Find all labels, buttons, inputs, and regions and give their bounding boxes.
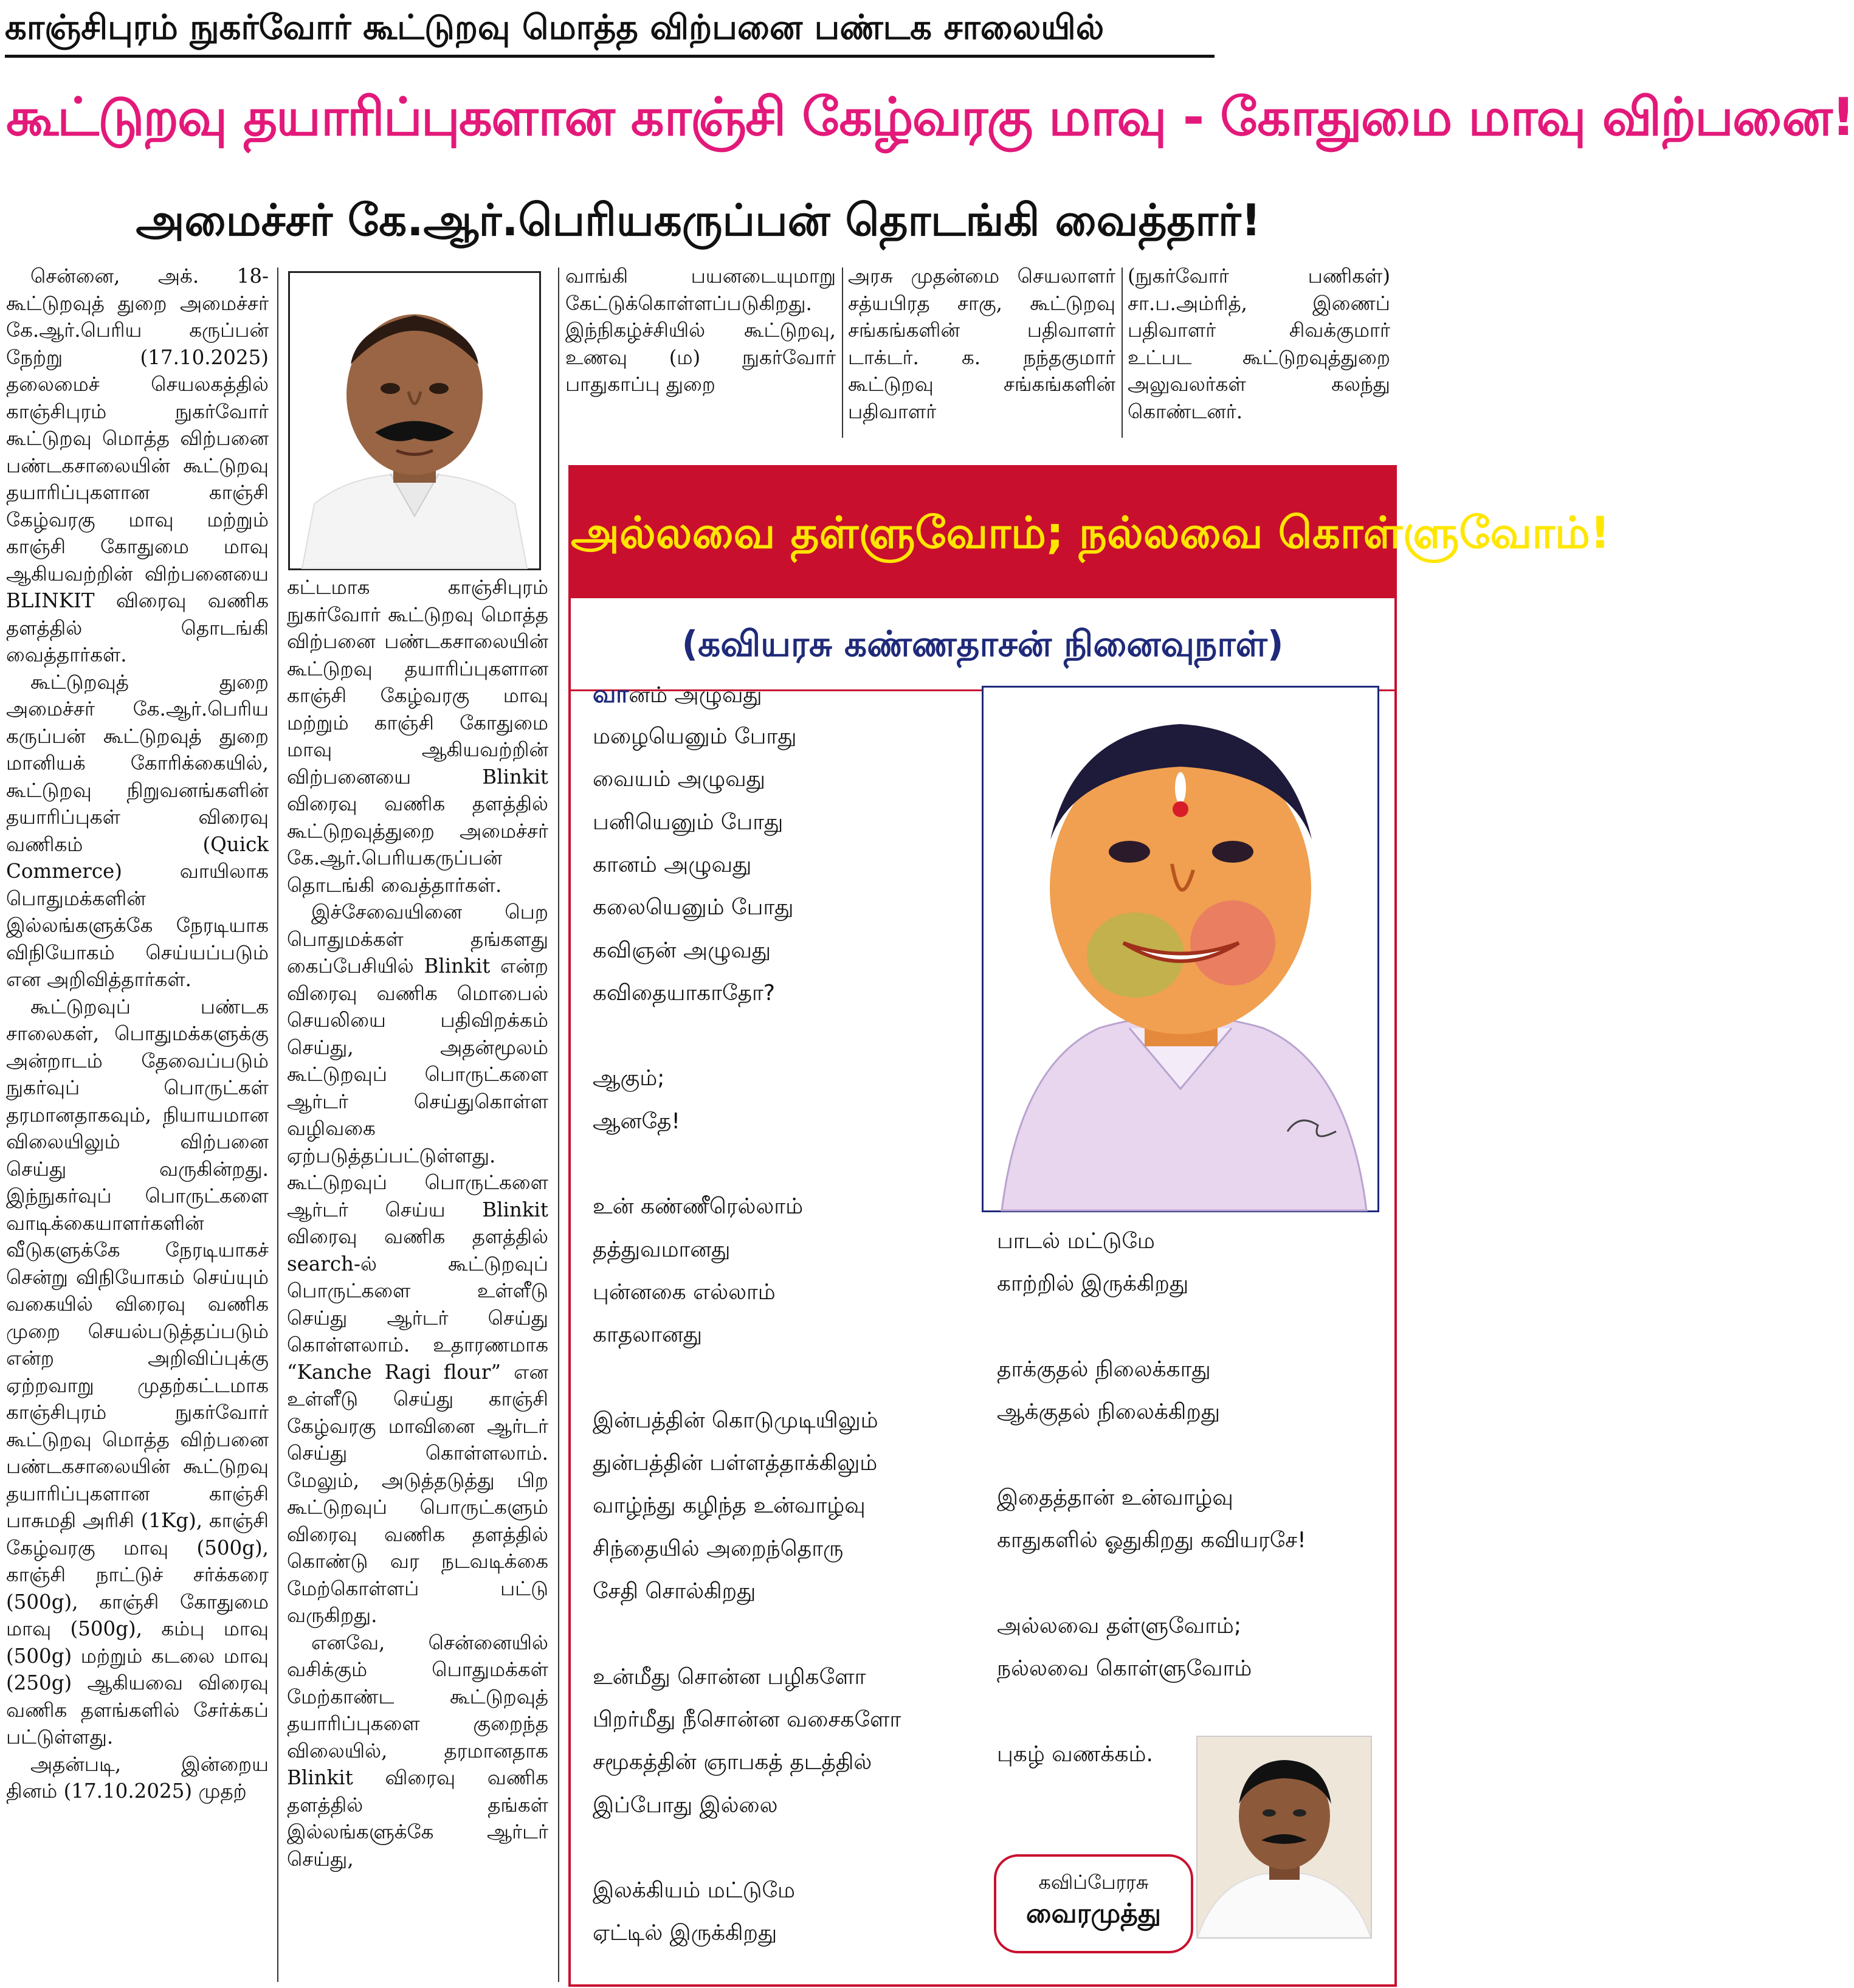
poem-line: பனியெனும் போது — [593, 809, 784, 835]
article-column-3 — [565, 263, 836, 445]
poem-line: வாழ்ந்து கழிந்த உன்வாழ்வு — [593, 1493, 866, 1519]
poem-line: பாடல் மட்டுமே — [997, 1229, 1155, 1254]
poem-line: தாக்குதல் நிலைக்காது — [997, 1356, 1211, 1382]
poem-line: ஆகும்; — [593, 1066, 665, 1091]
poem-line: பிறர்மீது நீசொன்ன வசைகளோ — [593, 1707, 901, 1732]
article-column-1 — [6, 263, 269, 1983]
poem-line: கவிஞன் அழுவது — [593, 937, 771, 963]
article-column-5 — [1128, 263, 1390, 445]
poem-line: வையம் அழுவது — [593, 767, 765, 792]
signature-badge — [994, 1854, 1193, 1953]
poem-line: கவிதையாகாதோ? — [593, 980, 775, 1006]
poem-line: இன்பத்தின் கொடுமுடியிலும் — [593, 1407, 878, 1433]
signature-title: கவிப்பேரரசு — [1038, 1871, 1149, 1894]
article-column-4 — [848, 263, 1115, 445]
article-paragraph: அரசு முதன்மை செயலாளர் சத்யபிரத சாகு, கூட்டுறவு சங்கங்களின் பதிவாளர் டாக்டர். க. நந்தகுமார் கூட்டுறவு சங்கங்களின் பதிவாளர் — [848, 264, 1115, 423]
poem-subtitle: (கவியரசு கண்ணதாசன் நினைவுநாள்) — [571, 598, 1394, 691]
article-paragraph: கட்டமாக காஞ்சிபுரம் நுகர்வோர் கூட்டுறவு மொத்த விற்பனை பண்டகசாலையின் கூட்டுறவு தயாரிப்புகளான காஞ்சி கேழ்வரகு மாவு மற்றும் காஞ்சி கோதுமை மாவு ஆகியவற்றின் விற்பனையை Blinkit விரைவு வணிக தளத்தில் கூட்டுறவுத்துறை அமைச்சர் கே.ஆர்.பெரியகருப்பன் தொடங்கி வைத்தார்கள். — [287, 576, 548, 897]
kicker-headline: காஞ்சிபுரம் நுகர்வோர் கூட்டுறவு மொத்த விற்பனை பண்டக சாலையில் — [5, 2, 1215, 58]
poem-line: காதுகளில் ஓதுகிறது கவியரசே! — [997, 1528, 1306, 1553]
poem-line: உன் கண்ணீரெல்லாம் — [593, 1194, 804, 1220]
poem-line: சமூகத்தின் ஞாபகத் தடத்தில் — [593, 1750, 872, 1775]
minister-photo — [288, 271, 541, 570]
poem-line: புன்னகை எல்லாம் — [593, 1279, 776, 1305]
poem-first-rest: னம் அழுவது — [629, 683, 762, 708]
poem-banner: அல்லவை தள்ளுவோம்; நல்லவை கொள்ளுவோம்! — [571, 468, 1394, 598]
poem-line: ஆக்குதல் நிலைக்கிறது — [997, 1400, 1221, 1425]
article-column-2 — [287, 574, 548, 1983]
poem-line: ஆனதே! — [593, 1108, 680, 1134]
article-paragraph: அதன்படி, இன்றைய தினம் (17.10.2025) முதற் — [6, 1752, 269, 1803]
poem-line: இலக்கியம் மட்டுமே — [593, 1878, 795, 1903]
column-divider — [842, 267, 843, 438]
vairamuthu-photo — [1196, 1736, 1372, 1939]
poem-line: காற்றில் இருக்கிறது — [997, 1271, 1189, 1297]
poem-line: புகழ் வணக்கம். — [997, 1741, 1153, 1767]
kannadasan-portrait-image — [984, 688, 1377, 1210]
poem-line: சிந்தையில் அறைந்தொரு — [593, 1536, 844, 1561]
vairamuthu-portrait-image — [1198, 1737, 1371, 1938]
poem-drop-word: வா — [593, 680, 629, 708]
poem-line: ஏட்டில் இருக்கிறது — [593, 1921, 777, 1946]
sub-headline: அமைச்சர் கே.ஆர்.பெரியகருப்பன் தொடங்கி வைத்தார்! — [136, 195, 1261, 246]
poem-line: தத்துவமானது — [593, 1237, 731, 1262]
poem-line: நல்லவை கொள்ளுவோம் — [997, 1656, 1252, 1681]
minister-portrait-image — [290, 273, 539, 568]
article-paragraph: (நுகர்வோர் பணிகள்) சா.ப.அம்ரித், இணைப் பதிவாளர் சிவக்குமார் உட்பட கூட்டுறவுத்துறை அலுவலர்கள் கலந்து கொண்டனர். — [1128, 264, 1390, 423]
poem-line: இதைத்தான் உன்வாழ்வு — [997, 1485, 1233, 1510]
poem-line: இப்போது இல்லை — [593, 1792, 778, 1818]
article-paragraph: சென்னை, அக். 18- கூட்டுறவுத் துறை அமைச்சர் கே.ஆர்.பெரிய கருப்பன் நேற்று (17.10.2025) தலைமைச் செயலகத்தில் காஞ்சிபுரம் நுகர்வோர் கூட்டுறவு மொத்த விற்பனை பண்டகசாலையின் கூட்டுறவு தயாரிப்புகளான காஞ்சி கேழ்வரகு மாவு மற்றும் காஞ்சி கோதுமை மாவு ஆகியவற்றின் விற்பனையை BLINKIT விரைவு வணிக தளத்தில் தொடங்கி வைத்தார்கள். — [6, 264, 269, 666]
poem-line: உன்மீது சொன்ன பழிகளோ — [593, 1664, 866, 1689]
article-paragraph: வாங்கி பயனடையுமாறு கேட்டுக்கொள்ளப்படுகிறது. இந்நிகழ்ச்சியில் கூட்டுறவு, உணவு (ம) நுகர்வோர் பாதுகாப்பு துறை — [565, 264, 836, 396]
article-paragraph: எனவே, சென்னையில் வசிக்கும் பொதுமக்கள் மேற்காண்ட கூட்டுறவுத் தயாரிப்புகளை குறைந்த விலையில், தரமானதாக Blinkit விரைவு வணிக தளத்தில் தங்கள் இல்லங்களுக்கே ஆர்டர் செய்து, — [287, 1631, 548, 1871]
article-paragraph: கூட்டுறவுத் துறை அமைச்சர் கே.ஆர்.பெரிய கருப்பன் கூட்டுறவுத் துறை மானியக் கோரிக்கையில், கூட்டுறவு நிறுவனங்களின் தயாரிப்புகள் விரைவு வணிகம் (Quick Commerce) வாயிலாக பொதுமக்களின் இல்லங்களுக்கே நேரடியாக விநியோகம் செய்யப்படும் என அறிவித்தார்கள். — [6, 670, 269, 991]
poem-line-first — [593, 680, 762, 710]
poem-line: கானம் அழுவது — [593, 852, 752, 877]
column-divider — [558, 267, 559, 1982]
poem-line: அல்லவை தள்ளுவோம்; — [997, 1613, 1242, 1638]
poem-line: துன்பத்தின் பள்ளத்தாக்கிலும் — [593, 1451, 878, 1476]
signature-name: வைரமுத்து — [1025, 1898, 1162, 1929]
column-divider — [1122, 267, 1123, 438]
main-headline: கூட்டுறவு தயாரிப்புகளான காஞ்சி கேழ்வரகு மாவு - கோதுமை மாவு விற்பனை! — [6, 87, 1854, 148]
poem-line: காதலானது — [593, 1322, 703, 1348]
article-paragraph: கூட்டுறவுப் பண்டக சாலைகள், பொதுமக்களுக்கு அன்றாடம் தேவைப்படும் நுகர்வுப் பொருட்கள் தரமானதாகவும், நியாயமான விலையிலும் விற்பனை செய்து வருகின்றது. இந்நுகர்வுப் பொருட்களை வாடிக்கையாளர்களின் வீடுகளுக்கே நேரடியாகச் சென்று விநியோகம் செய்யும் வகையில் விரைவு வணிக முறை செயல்படுத்தப்படும் என்ற அறிவிப்புக்கு ஏற்றவாறு முதற்கட்டமாக காஞ்சிபுரம் நுகர்வோர் கூட்டுறவு மொத்த விற்பனை பண்டகசாலையின் கூட்டுறவு தயாரிப்புகளான காஞ்சி பாசுமதி அரிசி (1Kg), காஞ்சி கேழ்வரகு மாவு (500g), காஞ்சி நாட்டுச் சர்க்கரை (500g), காஞ்சி கோதுமை மாவு (500g), கம்பு மாவு (500g) மற்றும் கடலை மாவு (250g) ஆகியவை விரைவு வணிக தளங்களில் சேர்க்கப் பட்டுள்ளது. — [6, 995, 269, 1748]
poem-line: கலையெனும் போது — [593, 895, 794, 920]
poet-portrait-frame — [982, 686, 1379, 1212]
article-paragraph: இச்சேவையினை பெற பொதுமக்கள் தங்களது கைப்பேசியில் Blinkit என்ற விரைவு வணிக மொபைல் செயலியை பதிவிறக்கம் செய்து, அதன்மூலம் கூட்டுறவுப் பொருட்களை ஆர்டர் செய்துகொள்ள வழிவகை ஏற்படுத்தப்பட்டுள்ளது. கூட்டுறவுப் பொருட்களை ஆர்டர் செய்ய Blinkit விரைவு வணிக தளத்தில் search-ல் கூட்டுறவுப் பொருட்களை உள்ளீடு செய்து ஆர்டர் செய்து கொள்ளலாம். உதாரணமாக “Kanche Ragi flour” என உள்ளீடு செய்து காஞ்சி கேழ்வரகு மாவினை ஆர்டர் செய்து கொள்ளலாம். மேலும், அடுத்தடுத்து பிற கூட்டுறவுப் பொருட்களும் விரைவு வணிக தளத்தில் கொண்டு வர நடவடிக்கை மேற்கொள்ளப் பட்டு வருகிறது. — [287, 900, 548, 1627]
poem-line: மழையெனும் போது — [593, 724, 797, 749]
poem-line: சேதி சொல்கிறது — [593, 1579, 756, 1604]
column-divider — [277, 267, 278, 1982]
